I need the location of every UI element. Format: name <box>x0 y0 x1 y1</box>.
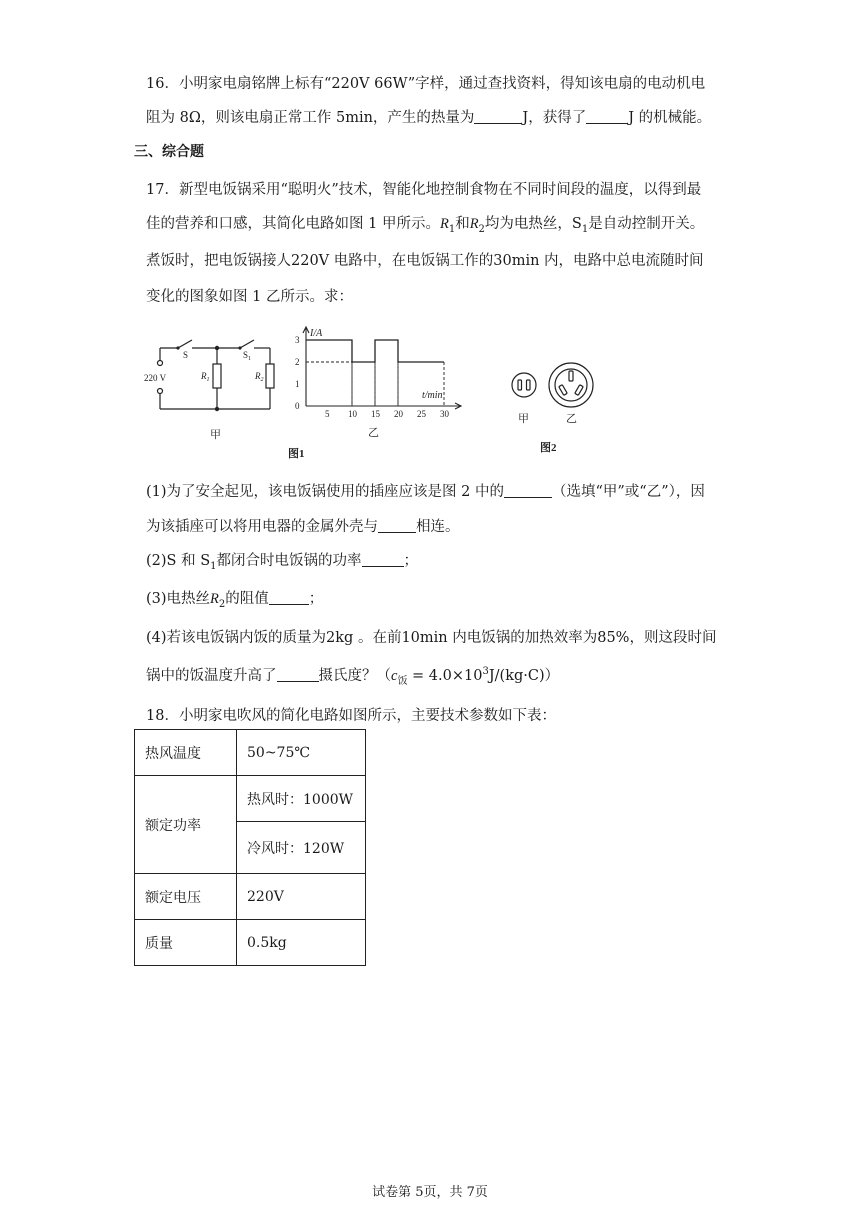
x-tick-label: 25 <box>417 409 426 419</box>
table-cell-value: 热风时：1000W <box>237 776 366 822</box>
answer-blank[interactable] <box>362 552 404 567</box>
table-cell-value: 220V <box>237 874 366 920</box>
r1-label: $R_1$ <box>201 371 210 383</box>
table-cell-value: 0.5kg <box>237 920 366 966</box>
q17-line-4: 变化的图象如图 1 乙所示。求： <box>146 289 353 305</box>
figure2-sockets <box>508 358 598 458</box>
section-heading: 三、综合题 <box>134 144 204 160</box>
figure1-caption: 图1 <box>288 448 305 460</box>
y-tick-label: 1 <box>295 379 300 389</box>
table-row <box>135 730 366 776</box>
y-tick-label: 0 <box>295 401 300 411</box>
page-footer: 试卷第 5页，共 7页 <box>372 1185 488 1200</box>
x-tick-label: 15 <box>371 409 380 419</box>
q17-part1-line-2: 为该插座可以将用电器的金属外壳与 相连。 <box>146 519 460 535</box>
q18-intro: 18．小明家电吹风的简化电路如图所示，主要技术参数如下表： <box>146 708 556 724</box>
table-row <box>135 874 366 920</box>
q17-part3: (3)电热丝$R_2$的阻值 ； <box>146 591 324 610</box>
q17-line-1: 17．新型电饭锅采用“聪明火”技术，智能化地控制食物在不同时间段的温度，以得到最 <box>146 182 702 198</box>
table-row <box>135 776 366 822</box>
q16-line-2: 阻为 8Ω，则该电扇正常工作 5min，产生的热量为 J，获得了 J 的机械能。 <box>146 110 712 126</box>
table-cell-label: 额定功率 <box>135 776 237 874</box>
q17-part2: (2)S 和 $S_1$都闭合时电饭锅的功率 ； <box>146 553 418 572</box>
spec-table <box>134 729 366 966</box>
table-cell-value: 50~75℃ <box>237 730 366 776</box>
x-tick-label: 30 <box>440 409 449 419</box>
switch-s-label: S <box>183 350 189 360</box>
q17-part4-line-2: 锅中的饭温度升高了 摄氏度？$(c_饭 = 4.0\times 10^3J/(kg\cdot C))$ <box>146 666 560 687</box>
current-curve <box>306 340 444 362</box>
x-tick-label: 20 <box>394 409 403 419</box>
q16-line-1: 16．小明家电扇铭牌上标有“220V 66W”字样，通过查找资料，得知该电扇的电动机电 <box>146 76 706 92</box>
q17-part4-line-1: (4)若该电饭锅内饭的质量为2kg 。在前10min 内电饭锅的加热效率为85%，则这段时间 <box>146 630 717 646</box>
answer-blank[interactable] <box>277 667 319 682</box>
answer-blank[interactable] <box>474 109 522 124</box>
two-pin-socket <box>512 373 536 397</box>
voltage-label: 220 V <box>144 373 167 383</box>
switch-s1-label: $S_1$ <box>243 350 252 362</box>
y-tick-label: 2 <box>295 357 300 367</box>
figure2-caption: 图2 <box>540 442 557 454</box>
answer-blank[interactable] <box>504 483 552 498</box>
x-tick-label: 10 <box>348 409 357 419</box>
socket-a-label: 甲 <box>518 413 529 425</box>
graph-caption: 乙 <box>368 427 379 439</box>
r2-label: $R_2$ <box>255 371 264 383</box>
table-cell-label: 热风温度 <box>135 730 237 776</box>
q17-part1-line-1: (1)为了安全起见，该电饭锅使用的插座应该是图 2 中的 （选填“甲”或“乙”），因 <box>146 484 705 500</box>
answer-blank[interactable] <box>586 109 628 124</box>
y-axis-label: I/A <box>310 328 323 339</box>
q17-line-2: 佳的营养和口感，其简化电路如图 1 甲所示。$R_1$和$R_2$均为电热丝，$S_1$是自动控制开关。 <box>146 216 705 235</box>
socket-b-label: 乙 <box>566 413 577 425</box>
x-tick-label: 5 <box>325 409 330 419</box>
q17-line-3: 煮饭时，把电饭锅接人220V 电路中，在电饭锅工作的30min 内，电路中总电流随时间 <box>146 253 704 269</box>
circuit-caption: 甲 <box>210 429 221 441</box>
table-cell-value: 冷风时：120W <box>237 822 366 874</box>
answer-blank[interactable] <box>378 518 416 533</box>
table-row <box>135 920 366 966</box>
table-cell-label: 质量 <box>135 920 237 966</box>
y-tick-label: 3 <box>295 335 300 345</box>
x-axis-label: t/min <box>422 390 443 401</box>
figure1-graph <box>284 322 468 460</box>
answer-blank[interactable] <box>269 590 309 605</box>
table-cell-label: 额定电压 <box>135 874 237 920</box>
figure1-circuit <box>140 332 290 444</box>
